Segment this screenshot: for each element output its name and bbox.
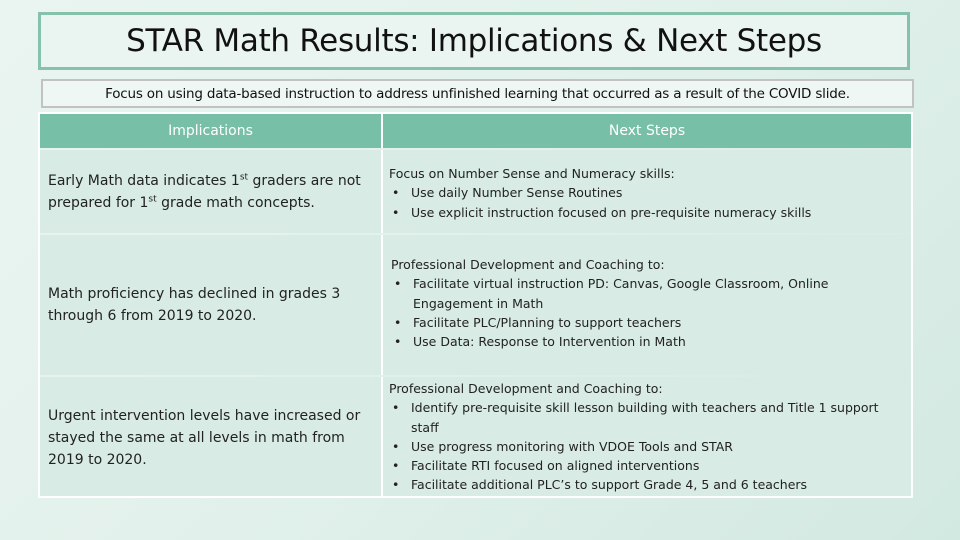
next-steps-heading: Professional Development and Coaching to: [389,381,663,396]
column-divider [381,150,383,233]
bullet-text: Identify pre-requisite skill lesson building with teachers and Title 1 support staff [411,400,879,435]
bullet-icon: • [394,334,402,350]
page-title: STAR Math Results: Implications & Next Steps [126,23,822,59]
list-item [391,332,911,351]
next-steps-list [389,183,909,222]
bullet-text: Use daily Number Sense Routines [411,185,623,201]
next-steps-cell [391,255,911,351]
bullet-icon: • [392,438,400,454]
list-item [389,183,909,202]
table-row [40,150,911,233]
bullet-icon: • [392,185,400,201]
bullet-text: Facilitate additional PLC’s to support Grade 4, 5 and 6 teachers [411,477,808,493]
list-item [391,313,911,332]
superscript: st [239,172,249,183]
title-box [38,12,910,70]
superscript: st [148,194,157,205]
column-divider [381,235,383,375]
bullet-text: Facilitate RTI focused on aligned interventions [411,458,700,474]
table-header-row [40,114,911,148]
bullet-icon: • [394,314,402,330]
bullet-text: Use progress monitoring with VDOE Tools and STAR [411,438,733,454]
bullet-icon: • [392,458,400,474]
implication-text: grade math concepts. [156,195,315,211]
bullet-text: Facilitate virtual instruction PD: Canvas, Google Classroom, Online Engagement in Math [413,276,829,311]
implication-text: Early Math data indicates 1 [48,173,240,189]
next-steps-cell [389,164,909,222]
next-steps-list [389,398,909,494]
implication-cell: Urgent intervention levels have increased or stayed the same at all levels in math from 2019 to 2020. [48,408,361,468]
list-item [389,456,909,475]
implication-cell [48,170,378,214]
next-steps-cell [389,379,909,495]
implication-cell: Math proficiency has declined in grades 3 through 6 from 2019 to 2020. [48,286,341,324]
list-item [389,475,909,494]
table-row [40,377,911,496]
header-next-steps: Next Steps [608,123,686,139]
bullet-icon: • [392,400,400,416]
implication-text: graders are not prepared for 1 [48,173,361,211]
next-steps-list [391,274,911,351]
bullet-icon: • [392,204,400,220]
focus-text: Focus on using data-based instruction to address unfinished learning that occurred as a result of the COVID slide. [105,85,850,102]
column-divider [381,377,383,496]
bullet-text: Use Data: Response to Intervention in Math [413,334,686,350]
list-item [391,274,911,313]
bullet-text: Facilitate PLC/Planning to support teachers [413,314,682,330]
bullet-icon: • [392,477,400,493]
list-item [389,437,909,456]
next-steps-heading: Focus on Number Sense and Numeracy skills: [389,166,675,181]
next-steps-heading: Professional Development and Coaching to: [391,257,665,272]
bullet-text: Use explicit instruction focused on pre-requisite numeracy skills [411,204,812,220]
results-table [38,112,913,498]
table-row [40,235,911,375]
list-item [389,203,909,222]
focus-banner [41,79,914,108]
bullet-icon: • [394,276,402,292]
header-implications: Implications [168,123,253,139]
list-item [389,398,909,437]
